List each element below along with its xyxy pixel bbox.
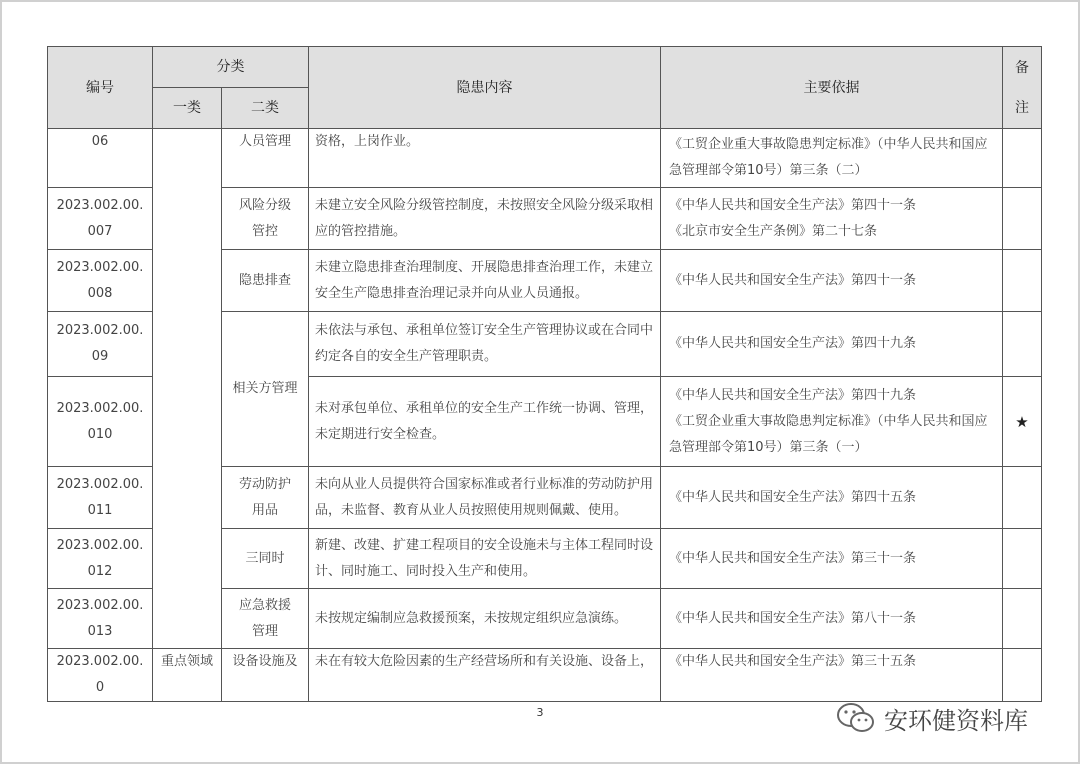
row-content: 未建立隐患排查治理制度、开展隐患排查治理工作，未建立安全生产隐患排查治理记录并向从业人员通报。 <box>309 250 661 312</box>
hazard-table <box>47 46 1042 702</box>
row-cat2: 风险分级管控 <box>222 188 309 250</box>
row-cat2: 应急救援管理 <box>222 589 309 649</box>
header-category: 分类 <box>153 47 309 88</box>
row-note <box>1003 467 1042 529</box>
row-note <box>1003 529 1042 589</box>
row-number: 06 <box>48 129 153 188</box>
table-row <box>48 129 1042 188</box>
row-number: 2023.002.00.010 <box>48 377 153 467</box>
row-number: 2023.002.00.012 <box>48 529 153 589</box>
row-cat2: 隐患排查 <box>222 250 309 312</box>
row-cat2: 人员管理 <box>222 129 309 188</box>
row-basis: 《中华人民共和国安全生产法》第三十一条 <box>661 529 1003 589</box>
row-note <box>1003 188 1042 250</box>
row-content: 新建、改建、扩建工程项目的安全设施未与主体工程同时设计、同时施工、同时投入生产和使用。 <box>309 529 661 589</box>
row-content: 未在有较大危险因素的生产经营场所和有关设施、设备上， <box>309 649 661 702</box>
row-cat1: 重点领域 <box>153 649 222 702</box>
row-note <box>1003 589 1042 649</box>
row-content: 未依法与承包、承租单位签订安全生产管理协议或在合同中约定各自的安全生产管理职责。 <box>309 312 661 377</box>
row-basis: 《中华人民共和国安全生产法》第三十五条 <box>661 649 1003 702</box>
row-content: 未对承包单位、承租单位的安全生产工作统一协调、管理，未定期进行安全检查。 <box>309 377 661 467</box>
row-number: 2023.002.00.013 <box>48 589 153 649</box>
watermark-text: 安环健资料库 <box>884 706 1028 735</box>
table-row <box>48 649 1042 702</box>
row-number: 2023.002.00.0 <box>48 649 153 702</box>
header-cat1: 一类 <box>153 88 222 129</box>
row-content: 未按规定编制应急救援预案，未按规定组织应急演练。 <box>309 589 661 649</box>
row-content: 资格，上岗作业。 <box>309 129 661 188</box>
header-cat2: 二类 <box>222 88 309 129</box>
row-number: 2023.002.00.008 <box>48 250 153 312</box>
row-note <box>1003 649 1042 702</box>
row-cat2-merged: 相关方管理 <box>222 312 309 467</box>
row-content: 未向从业人员提供符合国家标准或者行业标准的劳动防护用品，未监督、教育从业人员按照使用规则佩戴、使用。 <box>309 467 661 529</box>
row-note <box>1003 250 1042 312</box>
row-basis: 《中华人民共和国安全生产法》第八十一条 <box>661 589 1003 649</box>
row-number: 2023.002.00.007 <box>48 188 153 250</box>
row-basis: 《工贸企业重大事故隐患判定标准》（中华人民共和国应急管理部令第10号）第三条（二） <box>661 129 1003 188</box>
row-cat2: 设备设施及 <box>222 649 309 702</box>
header-note: 备注 <box>1003 47 1042 129</box>
row-note: ★ <box>1003 377 1042 467</box>
row-basis: 《中华人民共和国安全生产法》第四十一条 《北京市安全生产条例》第二十七条 <box>661 188 1003 250</box>
row-basis: 《中华人民共和国安全生产法》第四十九条 《工贸企业重大事故隐患判定标准》（中华人民共和国应急管理部令第10号）第三条（一） <box>661 377 1003 467</box>
watermark <box>836 698 1028 738</box>
header-content: 隐患内容 <box>309 47 661 129</box>
row-basis: 《中华人民共和国安全生产法》第四十九条 <box>661 312 1003 377</box>
page-number: 3 <box>536 706 544 719</box>
row-cat2: 劳动防护用品 <box>222 467 309 529</box>
row-basis: 《中华人民共和国安全生产法》第四十一条 <box>661 250 1003 312</box>
row-content: 未建立安全风险分级管控制度，未按照安全风险分级采取相应的管控措施。 <box>309 188 661 250</box>
wechat-icon <box>836 701 876 735</box>
header-basis: 主要依据 <box>661 47 1003 129</box>
header-number: 编号 <box>48 47 153 129</box>
row-number: 2023.002.00.011 <box>48 467 153 529</box>
row-note <box>1003 312 1042 377</box>
row-number: 2023.002.00.09 <box>48 312 153 377</box>
row-basis: 《中华人民共和国安全生产法》第四十五条 <box>661 467 1003 529</box>
row-cat2: 三同时 <box>222 529 309 589</box>
row-cat1 <box>153 129 222 649</box>
row-note <box>1003 129 1042 188</box>
